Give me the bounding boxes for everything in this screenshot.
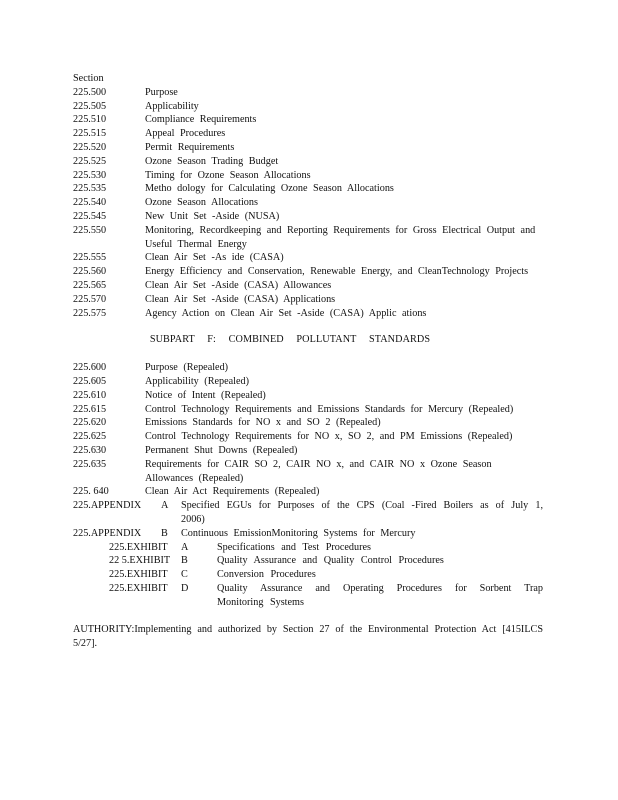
section-number: 225.525 (73, 155, 107, 167)
section-number: 225.520 (73, 141, 107, 153)
section-title: Control Technology Requirements and Emissions Standards for Mercury (Repealed) (145, 403, 514, 415)
section-title: Purpose (145, 86, 178, 98)
section-title: Appeal Procedures (145, 128, 226, 140)
exhibit-row (73, 541, 543, 555)
exhibit-list (73, 541, 543, 610)
exhibit-title: Quality Assurance and Quality Control Procedures (217, 555, 444, 567)
subpart-f-section-row (73, 389, 543, 403)
section-title: Ozone Season Trading Budget (145, 155, 279, 167)
section-row (73, 113, 543, 127)
section-title: Clean Air Set -Aside (CASA) Applications (145, 293, 336, 305)
subpart-f-section-row (73, 458, 543, 486)
section-number: 225.550 (73, 224, 107, 236)
exhibit-letter: A (181, 541, 189, 553)
subpart-f-section-row (73, 403, 543, 417)
section-title: Energy Efficiency and Conservation, Renewable Energy, and CleanTechnology Projects (145, 266, 529, 278)
section-title: Purpose (Repealed) (145, 362, 229, 374)
section-row (73, 265, 543, 279)
exhibit-title: Conversion Procedures (217, 569, 316, 581)
section-row (73, 100, 543, 114)
section-title: Clean Air Set -As ide (CASA) (145, 252, 284, 264)
subpart-f-section-list (73, 361, 543, 499)
authority-note (73, 623, 543, 651)
section-title: Emissions Standards for NO x and SO 2 (Repealed) (145, 417, 381, 429)
section-title: Ozone Season Allocations (145, 197, 258, 209)
appendix-title: Specified EGUs for Purposes of the CPS (Coal -Fired Boilers as of July 1, 2006) (181, 500, 543, 525)
section-row (73, 196, 543, 210)
appendix-number: 225.APPENDIX (73, 527, 142, 539)
appendix-row (73, 499, 543, 527)
section-number: 225.620 (73, 417, 107, 429)
section-number: 225.560 (73, 266, 107, 278)
section-title: Compliance Requirements (145, 114, 257, 126)
section-title: Timing for Ozone Season Allocations (145, 169, 311, 181)
exhibit-number: 225.EXHIBIT (109, 582, 168, 594)
appendix-letter: B (161, 527, 168, 539)
section-row (73, 86, 543, 100)
section-number: 225.540 (73, 197, 107, 209)
exhibit-letter: D (181, 582, 189, 594)
section-title: Clean Air Set -Aside (CASA) Allowances (145, 279, 332, 291)
section-number: 225.545 (73, 210, 107, 222)
exhibit-row (73, 582, 543, 610)
section-number: 225.625 (73, 431, 107, 443)
section-title: Applicability (Repealed) (145, 375, 249, 387)
section-number: 225.575 (73, 307, 107, 319)
section-title: Notice of Intent (Repealed) (145, 389, 266, 401)
subpart-f-section-row (73, 375, 543, 389)
section-number: 225.515 (73, 128, 107, 140)
section-title: Permanent Shut Downs (Repealed) (145, 444, 298, 456)
appendix-title: Continuous EmissionMonitoring Systems for Mercury (181, 527, 416, 539)
section-row (73, 169, 543, 183)
section-title: Clean Air Act Requirements (Repealed) (145, 486, 320, 498)
section-number: 225.505 (73, 100, 107, 112)
section-row (73, 210, 543, 224)
section-number: 225.530 (73, 169, 107, 181)
section-row (73, 155, 543, 169)
section-title: New Unit Set -Aside (NUSA) (145, 210, 280, 222)
section-row (73, 293, 543, 307)
section-number: 225.610 (73, 389, 107, 401)
exhibit-title: Specifications and Test Procedures (217, 541, 371, 553)
section-number: 225.535 (73, 183, 107, 195)
section-number: 225.635 (73, 458, 107, 470)
section-number: 225.555 (73, 252, 107, 264)
section-number: 225.500 (73, 86, 107, 98)
exhibit-title: Quality Assurance and Operating Procedures for Sorbent Trap Monitoring Systems (217, 582, 543, 608)
section-title: Permit Requirements (145, 141, 235, 153)
section-column-heading: Section (73, 73, 104, 84)
subpart-f-section-row (73, 416, 543, 430)
exhibit-letter: B (181, 555, 188, 567)
section-title: Control Technology Requirements for NO x, SO 2, and PM Emissions (Repealed) (145, 431, 513, 443)
exhibit-letter: C (181, 569, 188, 581)
section-row (73, 307, 543, 321)
appendix-list (73, 499, 543, 540)
appendix-number: 225.APPENDIX (73, 500, 142, 512)
subpart-f-section-row (73, 361, 543, 375)
section-number: 225.565 (73, 279, 107, 291)
subpart-f-section-row (73, 485, 543, 499)
section-number: 225.600 (73, 362, 107, 374)
section-title: Monitoring, Recordkeeping and Reporting Requirements for Gross Electrical Output and Useful Thermal Energy (145, 224, 536, 250)
document-page (73, 72, 543, 651)
section-row (73, 224, 543, 252)
section-row (73, 279, 543, 293)
section-title: Applicability (145, 100, 199, 112)
section-title: Agency Action on Clean Air Set -Aside (CASA) Applic ations (145, 307, 427, 319)
exhibit-row (73, 568, 543, 582)
section-number: 225.570 (73, 293, 107, 305)
subpart-f-section-row (73, 444, 543, 458)
appendix-letter: A (161, 500, 169, 512)
section-title: Requirements for CAIR SO 2, CAIR NO x, and CAIR NO x Ozone Season Allowances (Repealed) (145, 458, 492, 484)
section-number: 225.605 (73, 375, 107, 387)
authority-text: and authorized by Section 27 of the Environmental Protection Act [415ILCS 5/27]. (73, 624, 544, 650)
section-number: 225.510 (73, 114, 107, 126)
subpart-heading: SUBPART F: COMBINED POLLUTANT STANDARDS (149, 334, 431, 346)
section-number: 225. 640 (73, 486, 109, 498)
section-row (73, 251, 543, 265)
section-list (73, 86, 543, 321)
subpart-f-section-row (73, 430, 543, 444)
section-row (73, 141, 543, 155)
exhibit-number: 22 5.EXHIBIT (109, 555, 171, 567)
exhibit-row (73, 554, 543, 568)
authority-label: AUTHORITY:Implementing (73, 624, 192, 636)
exhibit-number: 225.EXHIBIT (109, 541, 168, 553)
section-number: 225.630 (73, 444, 107, 456)
section-row (73, 127, 543, 141)
appendix-row (73, 527, 543, 541)
section-title: Metho dology for Calculating Ozone Season Allocations (145, 183, 394, 195)
section-row (73, 182, 543, 196)
exhibit-number: 225.EXHIBIT (109, 569, 168, 581)
section-number: 225.615 (73, 403, 107, 415)
